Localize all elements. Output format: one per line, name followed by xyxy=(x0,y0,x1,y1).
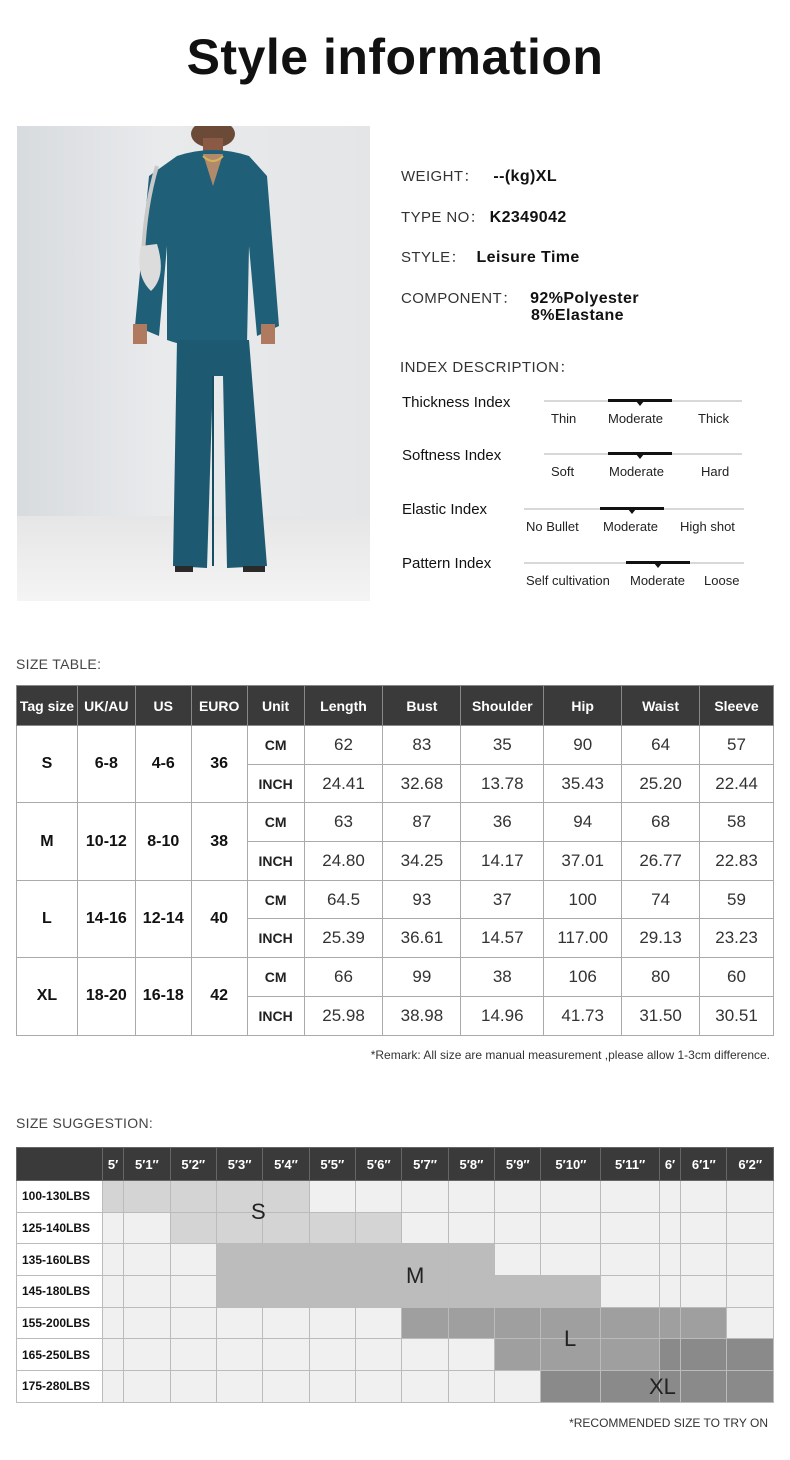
size-table-label: SIZE TABLE: xyxy=(16,656,102,672)
header-cell: Shoulder xyxy=(461,686,544,726)
header-cell: Unit xyxy=(247,686,304,726)
us-size-cell: 4-6 xyxy=(135,726,191,803)
measurement-cell: 63 xyxy=(304,803,383,842)
measurement-cell: 14.17 xyxy=(461,842,544,881)
weight-value: --(kg)XL xyxy=(493,168,558,185)
unit-cell: CM xyxy=(247,958,304,997)
measurement-cell: 14.57 xyxy=(461,919,544,958)
product-photo xyxy=(17,126,370,601)
weight-label: 155-200LBS xyxy=(17,1307,103,1339)
size-grid-cell xyxy=(263,1339,309,1371)
measurement-cell: 58 xyxy=(700,803,774,842)
measurement-cell: 22.44 xyxy=(700,764,774,803)
size-grid-cell xyxy=(309,1181,355,1213)
softness-index-scale xyxy=(544,453,742,483)
size-suggestion-label: SIZE SUGGESTION: xyxy=(16,1115,154,1131)
size-grid-cell xyxy=(103,1307,124,1339)
measurement-cell: 62 xyxy=(304,726,383,765)
size-grid-cell xyxy=(681,1371,727,1403)
size-grid-cell xyxy=(727,1181,774,1213)
tag-size-cell: S xyxy=(17,726,78,803)
size-grid-cell xyxy=(541,1212,601,1244)
weight-label: 125-140LBS xyxy=(17,1212,103,1244)
size-grid-cell xyxy=(356,1181,402,1213)
unit-cell: INCH xyxy=(247,764,304,803)
measurement-cell: 14.96 xyxy=(461,996,544,1035)
unit-cell: CM xyxy=(247,880,304,919)
measurement-cell: 23.23 xyxy=(700,919,774,958)
component-spec xyxy=(401,287,639,308)
weight-label: 145-180LBS xyxy=(17,1276,103,1308)
index-description-label: INDEX DESCRIPTION： xyxy=(400,359,575,376)
size-grid-cell xyxy=(263,1276,309,1308)
height-header: 5′6″ xyxy=(356,1148,402,1181)
height-header: 6′2″ xyxy=(727,1148,774,1181)
weight-spec xyxy=(401,165,557,186)
measurement-cell: 100 xyxy=(544,880,622,919)
thickness-marker-icon xyxy=(636,401,644,406)
size-grid-cell xyxy=(601,1307,660,1339)
height-header: 5′3″ xyxy=(216,1148,262,1181)
measurement-cell: 36 xyxy=(461,803,544,842)
component-spec-line2 xyxy=(531,307,624,325)
size-grid-cell xyxy=(309,1371,355,1403)
size-grid-cell xyxy=(495,1276,541,1308)
measurement-cell: 87 xyxy=(383,803,461,842)
size-grid-cell xyxy=(448,1339,494,1371)
measurement-cell: 26.77 xyxy=(622,842,700,881)
measurement-cell: 29.13 xyxy=(622,919,700,958)
weight-label: 100-130LBS xyxy=(17,1181,103,1213)
measurement-cell: 90 xyxy=(544,726,622,765)
model-figure xyxy=(17,126,370,601)
measurement-cell: 80 xyxy=(622,958,700,997)
measurement-cell: 31.50 xyxy=(622,996,700,1035)
size-grid-cell xyxy=(402,1212,448,1244)
size-grid-cell xyxy=(309,1212,355,1244)
measurement-cell: 24.41 xyxy=(304,764,383,803)
weight-row xyxy=(17,1181,774,1213)
size-grid-cell xyxy=(601,1212,660,1244)
size-grid-cell xyxy=(124,1371,170,1403)
size-grid-cell xyxy=(727,1339,774,1371)
header-cell: UK/AU xyxy=(77,686,135,726)
style-value: Leisure Time xyxy=(476,249,580,266)
size-grid-cell xyxy=(402,1371,448,1403)
size-grid-cell xyxy=(170,1181,216,1213)
measurement-cell: 34.25 xyxy=(383,842,461,881)
weight-label: 135-160LBS xyxy=(17,1244,103,1276)
thickness-index-label: Thickness Index xyxy=(402,394,511,411)
page-title: Style information xyxy=(186,29,604,85)
size-grid-cell xyxy=(103,1181,124,1213)
type-label: TYPE NO： xyxy=(401,209,486,226)
header-cell: Tag size xyxy=(17,686,78,726)
size-grid-cell xyxy=(601,1244,660,1276)
size-grid-cell xyxy=(727,1244,774,1276)
size-grid-cell xyxy=(659,1276,680,1308)
pattern-label-high: Loose xyxy=(704,573,740,588)
size-grid-cell xyxy=(263,1181,309,1213)
size-table-body xyxy=(17,726,774,1036)
header-cell: Waist xyxy=(622,686,700,726)
size-grid-cell xyxy=(356,1339,402,1371)
size-grid-cell xyxy=(659,1307,680,1339)
measurement-cell: 74 xyxy=(622,880,700,919)
size-grid-cell xyxy=(541,1181,601,1213)
unit-cell: INCH xyxy=(247,842,304,881)
height-header: 6′1″ xyxy=(681,1148,727,1181)
zone-xl-label: XL xyxy=(649,1374,676,1399)
height-header: 5′9″ xyxy=(495,1148,541,1181)
measurement-cell: 93 xyxy=(383,880,461,919)
measurement-cell: 32.68 xyxy=(383,764,461,803)
size-grid-cell xyxy=(263,1212,309,1244)
measurement-cell: 24.80 xyxy=(304,842,383,881)
size-suggestion-table xyxy=(16,1147,774,1403)
weight-row xyxy=(17,1307,774,1339)
header-cell: Hip xyxy=(544,686,622,726)
header-cell: EURO xyxy=(191,686,247,726)
measurement-cell: 37.01 xyxy=(544,842,622,881)
size-grid-cell xyxy=(495,1244,541,1276)
size-grid-cell xyxy=(103,1339,124,1371)
size-grid-cell xyxy=(124,1181,170,1213)
size-grid-cell xyxy=(659,1244,680,1276)
measurement-cell: 64.5 xyxy=(304,880,383,919)
zone-l-label: L xyxy=(564,1326,577,1351)
size-grid-cell xyxy=(601,1181,660,1213)
size-grid-cell xyxy=(216,1244,262,1276)
height-header: 5′11″ xyxy=(601,1148,660,1181)
softness-label-high: Hard xyxy=(701,464,730,479)
measurement-cell: 94 xyxy=(544,803,622,842)
weight-label: 175-280LBS xyxy=(17,1371,103,1403)
size-grid-cell xyxy=(170,1339,216,1371)
size-grid-cell xyxy=(124,1276,170,1308)
unit-cell: INCH xyxy=(247,919,304,958)
softness-marker-icon xyxy=(636,454,644,459)
weight-label: 165-250LBS xyxy=(17,1339,103,1371)
size-grid-cell xyxy=(601,1276,660,1308)
tag-size-cell: M xyxy=(17,803,78,880)
height-header: 5′10″ xyxy=(541,1148,601,1181)
size-grid-cell xyxy=(495,1371,541,1403)
uk-size-cell: 18-20 xyxy=(77,958,135,1035)
size-grid-cell xyxy=(124,1307,170,1339)
index-description xyxy=(400,356,575,377)
size-grid-cell xyxy=(727,1276,774,1308)
size-grid-cell xyxy=(170,1212,216,1244)
weight-row xyxy=(17,1244,774,1276)
us-size-cell: 12-14 xyxy=(135,880,191,957)
size-grid-cell xyxy=(681,1339,727,1371)
height-header: 5′7″ xyxy=(402,1148,448,1181)
size-grid-cell xyxy=(216,1307,262,1339)
size-grid-cell xyxy=(170,1307,216,1339)
type-value: K2349042 xyxy=(489,209,567,226)
size-grid-cell xyxy=(448,1181,494,1213)
size-grid-cell xyxy=(170,1371,216,1403)
size-grid-cell xyxy=(659,1339,680,1371)
us-size-cell: 8-10 xyxy=(135,803,191,880)
softness-label-mid: Moderate xyxy=(609,464,664,479)
us-size-cell: 16-18 xyxy=(135,958,191,1035)
size-grid-cell xyxy=(541,1276,601,1308)
measurement-cell: 35.43 xyxy=(544,764,622,803)
pattern-label-low: Self cultivation xyxy=(526,573,610,588)
height-header: 5′1″ xyxy=(124,1148,170,1181)
size-grid-cell xyxy=(448,1244,494,1276)
measurement-cell: 117.00 xyxy=(544,919,622,958)
thickness-label-mid: Moderate xyxy=(608,411,663,426)
size-grid-cell xyxy=(448,1212,494,1244)
measurement-cell: 25.20 xyxy=(622,764,700,803)
height-header: 6′ xyxy=(659,1148,680,1181)
tag-size-cell: L xyxy=(17,880,78,957)
suggestion-body xyxy=(17,1181,774,1403)
size-grid-cell xyxy=(309,1276,355,1308)
size-grid-cell xyxy=(170,1276,216,1308)
size-grid-cell xyxy=(263,1244,309,1276)
size-row-cm xyxy=(17,880,774,919)
softness-label-low: Soft xyxy=(551,464,575,479)
size-row-cm xyxy=(17,958,774,997)
zone-s-label: S xyxy=(251,1199,266,1224)
size-grid-cell xyxy=(659,1212,680,1244)
height-header: 5′8″ xyxy=(448,1148,494,1181)
measurement-cell: 36.61 xyxy=(383,919,461,958)
euro-size-cell: 36 xyxy=(191,726,247,803)
measurement-cell: 25.98 xyxy=(304,996,383,1035)
measurement-cell: 38 xyxy=(461,958,544,997)
height-header: 5′2″ xyxy=(170,1148,216,1181)
size-grid-cell xyxy=(309,1244,355,1276)
header-cell: Sleeve xyxy=(700,686,774,726)
elastic-label-high: High shot xyxy=(680,519,735,534)
size-grid-cell xyxy=(681,1212,727,1244)
header-cell: Bust xyxy=(383,686,461,726)
size-grid-cell xyxy=(601,1339,660,1371)
size-table xyxy=(16,685,774,1036)
measurement-cell: 57 xyxy=(700,726,774,765)
size-row-cm xyxy=(17,726,774,765)
euro-size-cell: 38 xyxy=(191,803,247,880)
unit-cell: CM xyxy=(247,726,304,765)
euro-size-cell: 40 xyxy=(191,880,247,957)
style-spec xyxy=(401,246,580,267)
size-grid-cell xyxy=(402,1307,448,1339)
suggestion-header xyxy=(17,1148,774,1181)
unit-cell: INCH xyxy=(247,996,304,1035)
measurement-cell: 60 xyxy=(700,958,774,997)
measurement-cell: 37 xyxy=(461,880,544,919)
size-grid-cell xyxy=(681,1244,727,1276)
size-grid-cell xyxy=(402,1181,448,1213)
height-header: 5′5″ xyxy=(309,1148,355,1181)
thickness-label-low: Thin xyxy=(551,411,577,426)
weight-row xyxy=(17,1212,774,1244)
size-grid-cell xyxy=(727,1371,774,1403)
size-grid-cell xyxy=(103,1276,124,1308)
unit-cell: CM xyxy=(247,803,304,842)
size-grid-cell xyxy=(448,1307,494,1339)
uk-size-cell: 14-16 xyxy=(77,880,135,957)
size-grid-cell xyxy=(448,1371,494,1403)
size-grid-cell xyxy=(263,1307,309,1339)
size-grid-cell xyxy=(495,1307,541,1339)
uk-size-cell: 10-12 xyxy=(77,803,135,880)
size-grid-cell xyxy=(495,1181,541,1213)
size-grid-cell xyxy=(356,1212,402,1244)
elastic-label-mid: Moderate xyxy=(603,519,658,534)
softness-index-label: Softness Index xyxy=(402,447,502,464)
size-grid-cell xyxy=(727,1212,774,1244)
size-grid-cell xyxy=(103,1212,124,1244)
elastic-index-label: Elastic Index xyxy=(402,501,488,518)
size-grid-cell xyxy=(659,1181,680,1213)
size-grid-cell xyxy=(356,1244,402,1276)
elastic-index-scale xyxy=(524,508,744,538)
zone-m-label: M xyxy=(406,1263,425,1288)
size-grid-cell xyxy=(495,1212,541,1244)
size-grid-cell xyxy=(309,1307,355,1339)
height-header: 5′4″ xyxy=(263,1148,309,1181)
size-grid-cell xyxy=(681,1276,727,1308)
size-grid-cell xyxy=(216,1371,262,1403)
weight-row xyxy=(17,1339,774,1371)
size-grid-cell xyxy=(727,1307,774,1339)
measurement-cell: 66 xyxy=(304,958,383,997)
thickness-label-high: Thick xyxy=(698,411,730,426)
recommended-footnote: *RECOMMENDED SIZE TO TRY ON xyxy=(569,1416,768,1430)
size-row-cm xyxy=(17,803,774,842)
euro-size-cell: 42 xyxy=(191,958,247,1035)
header-cell: US xyxy=(135,686,191,726)
measurement-cell: 35 xyxy=(461,726,544,765)
measurement-cell: 68 xyxy=(622,803,700,842)
size-grid-cell xyxy=(170,1244,216,1276)
size-grid-cell xyxy=(124,1244,170,1276)
pattern-index-scale xyxy=(524,562,744,592)
measurement-cell: 38.98 xyxy=(383,996,461,1035)
pattern-index-label: Pattern Index xyxy=(402,555,492,572)
weight-label: WEIGHT： xyxy=(401,168,479,185)
measurement-cell: 30.51 xyxy=(700,996,774,1035)
size-grid-cell xyxy=(495,1339,541,1371)
component-label: COMPONENT： xyxy=(401,290,518,307)
tag-size-cell: XL xyxy=(17,958,78,1035)
size-grid-cell xyxy=(216,1339,262,1371)
size-grid-cell xyxy=(309,1339,355,1371)
size-grid-cell xyxy=(124,1212,170,1244)
size-grid-cell xyxy=(356,1307,402,1339)
measurement-cell: 83 xyxy=(383,726,461,765)
measurement-cell: 99 xyxy=(383,958,461,997)
size-grid-cell xyxy=(356,1276,402,1308)
measurement-cell: 25.39 xyxy=(304,919,383,958)
size-grid-cell xyxy=(402,1339,448,1371)
size-grid-cell xyxy=(541,1371,601,1403)
size-grid-cell xyxy=(541,1244,601,1276)
size-grid-cell xyxy=(448,1276,494,1308)
size-grid-cell xyxy=(216,1276,262,1308)
component-line1: 92%Polyester xyxy=(530,290,639,307)
size-grid-cell xyxy=(124,1339,170,1371)
measurement-cell: 106 xyxy=(544,958,622,997)
size-grid-cell xyxy=(681,1307,727,1339)
style-label: STYLE： xyxy=(401,249,466,266)
size-grid-cell xyxy=(103,1244,124,1276)
size-table-header xyxy=(17,686,774,726)
height-header: 5′ xyxy=(103,1148,124,1181)
header-cell: Length xyxy=(304,686,383,726)
measurement-cell: 22.83 xyxy=(700,842,774,881)
type-spec xyxy=(401,206,567,227)
elastic-marker-icon xyxy=(628,509,636,514)
measurement-cell: 41.73 xyxy=(544,996,622,1035)
weight-row xyxy=(17,1276,774,1308)
size-grid-cell xyxy=(103,1371,124,1403)
corner-cell xyxy=(17,1148,103,1181)
size-grid-cell xyxy=(263,1371,309,1403)
uk-size-cell: 6-8 xyxy=(77,726,135,803)
component-line2: 8%Elastane xyxy=(531,307,624,324)
pattern-label-mid: Moderate xyxy=(630,573,685,588)
measurement-cell: 13.78 xyxy=(461,764,544,803)
size-grid-cell xyxy=(356,1371,402,1403)
size-grid-cell xyxy=(681,1181,727,1213)
thickness-index-scale xyxy=(544,400,742,430)
measurement-cell: 64 xyxy=(622,726,700,765)
measurement-cell: 59 xyxy=(700,880,774,919)
elastic-label-low: No Bullet xyxy=(526,519,579,534)
remark-note: *Remark: All size are manual measurement ,please allow 1-3cm difference. xyxy=(370,1048,770,1062)
pattern-marker-icon xyxy=(654,563,662,568)
